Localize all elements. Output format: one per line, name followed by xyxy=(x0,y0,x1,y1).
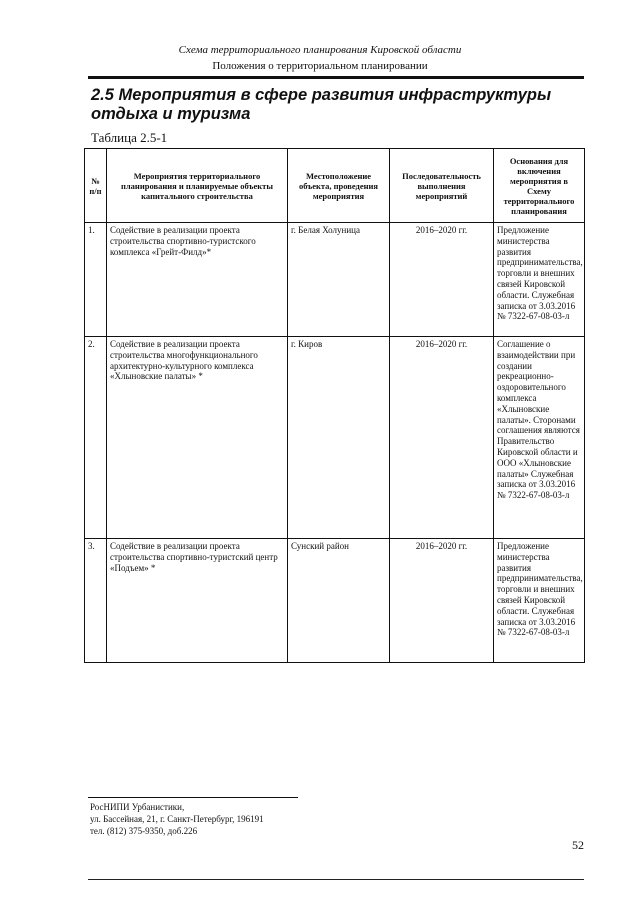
row-basis: Предложение министерства развития предпринимательства, торговли и внешних связей Кировской области. Служебная записка от 3.03.2016 № 7322-67-08-03-л xyxy=(494,539,585,663)
row-period: 2016–2020 гг. xyxy=(390,223,494,337)
footer-phone: тел. (812) 375-9350, доб.226 xyxy=(90,826,198,836)
row-location: г. Киров xyxy=(288,337,390,539)
row-number: 1. xyxy=(85,223,107,337)
row-number: 3. xyxy=(85,539,107,663)
column-header-basis: Основания для включения мероприятия в Схему территориального планирования xyxy=(494,149,585,223)
row-location: Сунский район xyxy=(288,539,390,663)
row-number: 2. xyxy=(85,337,107,539)
header-divider xyxy=(88,76,584,79)
footer-address: ул. Бассейная, 21, г. Санкт-Петербург, 196191 xyxy=(90,814,264,824)
section-heading: 2.5 Мероприятия в сфере развития инфраструктуры отдыха и туризма xyxy=(91,86,552,123)
table-header-row xyxy=(85,149,585,223)
footnote-divider xyxy=(88,797,298,798)
row-basis: Предложение министерства развития предпринимательства, торговли и внешних связей Кировской области. Служебная записка от 3.03.2016 № 7322-67-08-03-л xyxy=(494,223,585,337)
row-activity: Содействие в реализации проекта строительства многофункционального архитектурно-культурного комплекса «Хлыновские палаты» * xyxy=(107,337,288,539)
table-row xyxy=(85,223,585,337)
table-row xyxy=(85,539,585,663)
column-header-location: Местоположение объекта, проведения мероприятия xyxy=(288,149,390,223)
bottom-divider xyxy=(88,879,584,880)
document-header-subtitle: Положения о территориальном планировании xyxy=(212,60,428,72)
footer-org: РосНИПИ Урбанистики, xyxy=(90,802,185,812)
row-location: г. Белая Холуница xyxy=(288,223,390,337)
row-activity: Содействие в реализации проекта строительства спортивно-туристский центр «Подъем» * xyxy=(107,539,288,663)
table-row xyxy=(85,337,585,539)
document-header-title: Схема территориального планирования Кировской области xyxy=(178,44,462,56)
row-basis: Соглашение о взаимодействии при создании рекреационно-оздоровительного комплекса «Хлыновские палаты». Сторонами соглашения являются Правительство Кировской области и ООО «Хлыновские палаты» Служебная записка от 3.03.2016 № 7322-67-08-03-л xyxy=(494,337,585,539)
footer-contact xyxy=(90,801,264,837)
column-header-period: Последовательность выполнения мероприятий xyxy=(390,149,494,223)
row-period: 2016–2020 гг. xyxy=(390,539,494,663)
table-caption: Таблица 2.5-1 xyxy=(91,130,168,145)
column-header-activity: Мероприятия территориального планирования и планируемые объекты капитального строительства xyxy=(107,149,288,223)
page-number: 52 xyxy=(572,838,584,852)
row-period: 2016–2020 гг. xyxy=(390,337,494,539)
activities-table xyxy=(84,148,585,663)
column-header-number: № п/п xyxy=(85,149,107,223)
row-activity: Содействие в реализации проекта строительства спортивно-туристского комплекса «Грейт-Филд»* xyxy=(107,223,288,337)
